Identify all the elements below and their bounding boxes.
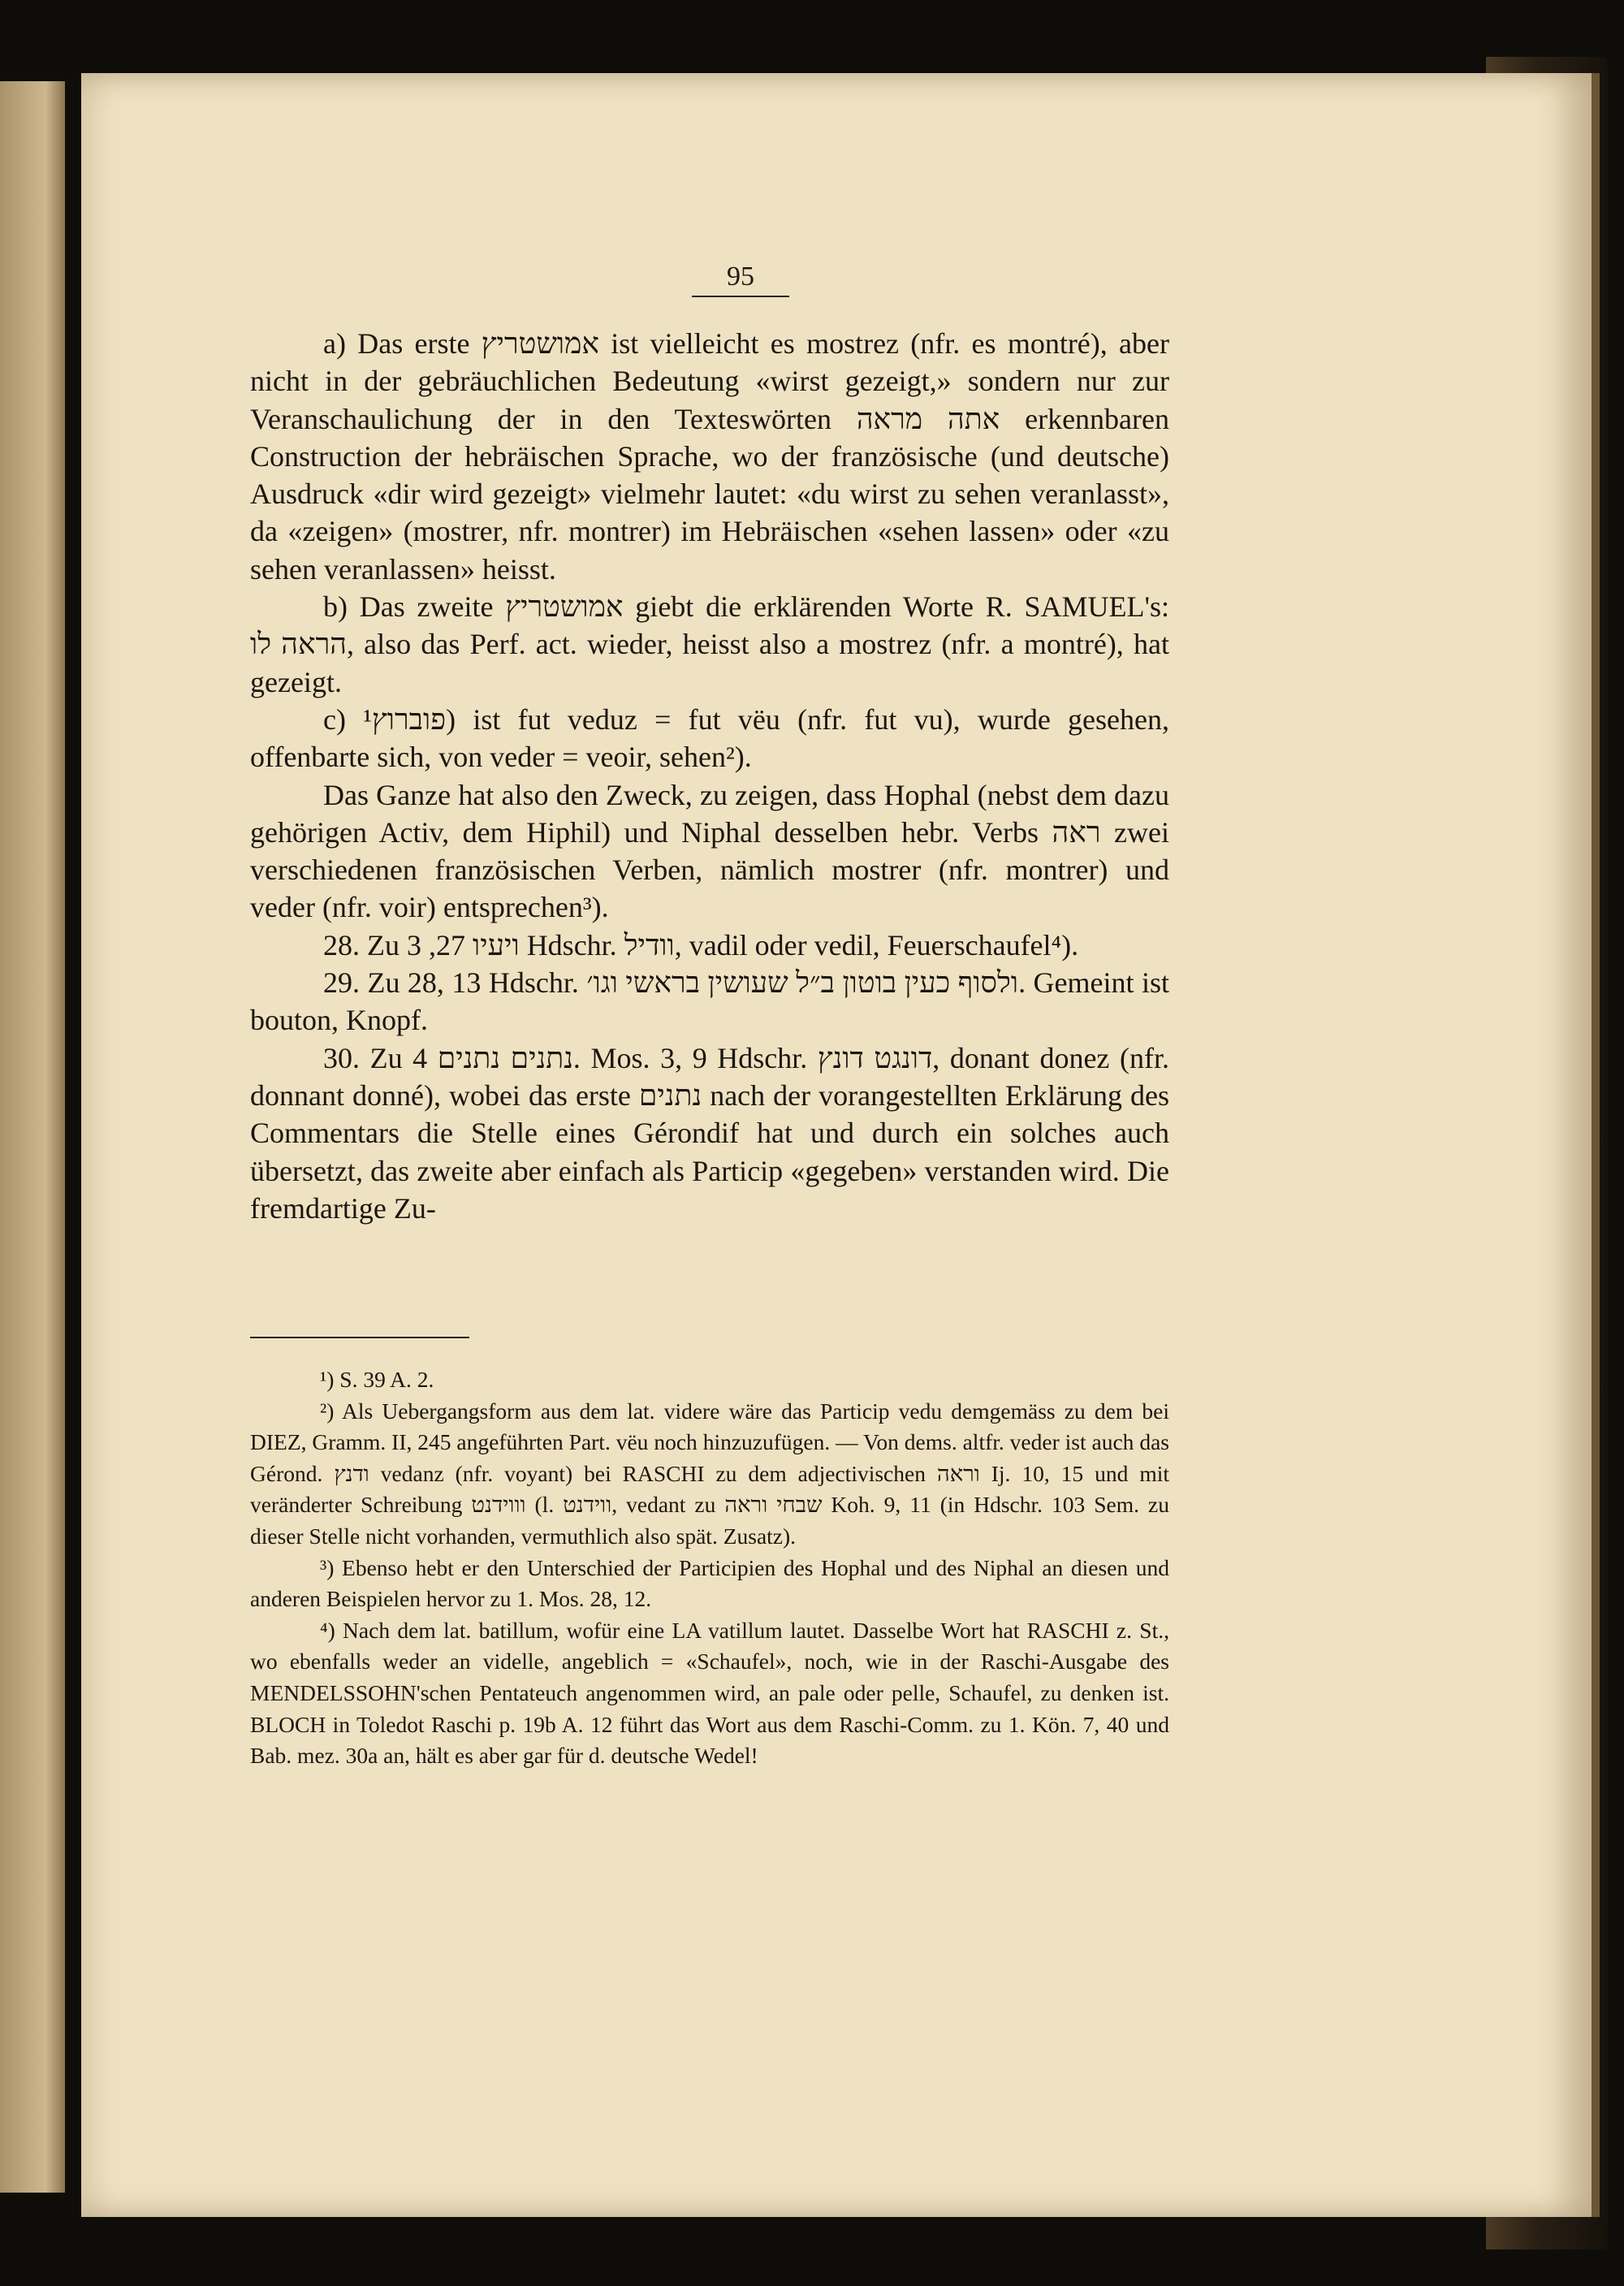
footnote-divider (250, 1337, 469, 1338)
footnote-3: ³) Ebenso hebt er den Unterschied der Participien des Hophal und des Niphal an diesen und anderen Beispielen hervor zu 1. Mos. 28, 12. (250, 1554, 1169, 1612)
paragraph-29: 29. Zu 28, 13 Hdschr. ולסוף כעין בוטון ב״ל שעושין בראשי וגו׳. Gemeint ist bouton, Knopf. (250, 966, 1169, 1037)
main-text (250, 325, 1169, 1227)
footnote-2: ²) Als Uebergangsform aus dem lat. videre wäre das Particip vedu demgemäss zu dem bei DIEZ, Gramm. II, 245 angeführten Part. vëu noch hinzuzufügen. — Von dems. altfr. veder ist auch das Gérond. ודנץ vedanz (nfr. voyant) bei RASCHI zu dem adjectivischen וראה Ij. 10, 15 und mit veränderter Schreibung וווידנט (l. ווידנט, vedant zu שבחי וראה Koh. 9, 11 (in Hdschr. 103 Sem. zu dieser Stelle nicht vorhanden, vermuthlich also spät. Zusatz). (250, 1398, 1169, 1549)
footnote-1: ¹) S. 39 A. 2. (320, 1367, 434, 1392)
paragraph-28: 28. Zu ויעיו 27, 3 Hdschr. וודיל, vadil oder vedil, Feuerschaufel⁴). (323, 928, 1079, 962)
previous-page-edge (0, 81, 65, 2193)
paragraph-30: 30. Zu נתנים נתנים 4. Mos. 3, 9 Hdschr. דונגט דונץ, donant donez (nfr. donnant donné), wobei das erste נתנים nach der vorangestellten Erklärung des Commentars die Stelle eines Gérondif hat und durch ein solches auch übersetzt, das zweite aber einfach als Particip «gegeben» verstanden wird. Die fremdartige Zu- (250, 1041, 1169, 1225)
paragraph-summary: Das Ganze hat also den Zweck, zu zeigen, dass Hophal (nebst dem dazu gehörigen Activ, dem Hiphil) und Niphal desselben hebr. Verbs ראה zwei verschiedenen französischen Verben, nämlich mostrer (nfr. montrer) und veder (nfr. voir) entsprechen³). (250, 778, 1169, 924)
footnote-4: ⁴) Nach dem lat. batillum, wofür eine LA vatillum lautet. Dasselbe Wort hat RASCHI z. St., wo ebenfalls weder an videlle, angeblich = «Schaufel», noch, wie in der Raschi-Ausgabe des MENDELSSOHN'schen Pentateuch angenommen wird, an pale oder pelle, Schaufel, zu denken ist. BLOCH in Toledot Raschi p. 19b A. 12 führt das Wort aus dem Raschi-Comm. zu 1. Kön. 7, 40 und Bab. mez. 30a an, hält es aber gar für d. deutsche Wedel! (250, 1617, 1169, 1769)
paragraph-b: b) Das zweite אמושטריץ giebt die erklärenden Worte R. SAMUEL's: הראה לו, also das Perf. act. wieder, heisst also a mostrez (nfr. a montré), hat gezeigt. (250, 590, 1169, 698)
page-number: 95 (692, 261, 789, 297)
paragraph-a: a) Das erste אמושטריץ ist vielleicht es mostrez (nfr. es montré), aber nicht in der gebräuchlichen Bedeutung «wirst gezeigt,» sondern nur zur Veranschaulichung der in den Texteswörten אתה מראה erkennbaren Construction der hebräischen Sprache, wo der französische (und deutsche) Ausdruck «dir wird gezeigt» vielmehr lautet: «du wirst zu sehen veranlasst», da «zeigen» (mostrer, nfr. montrer) im Hebräischen «sehen lassen» oder «zu sehen veranlassen» heisst. (250, 327, 1169, 586)
footnotes (250, 1364, 1169, 1772)
paragraph-c: c) פוברוץ¹) ist fut veduz = fut vëu (nfr. fut vu), wurde gesehen, offenbarte sich, von veder = veoir, sehen²). (250, 702, 1170, 774)
